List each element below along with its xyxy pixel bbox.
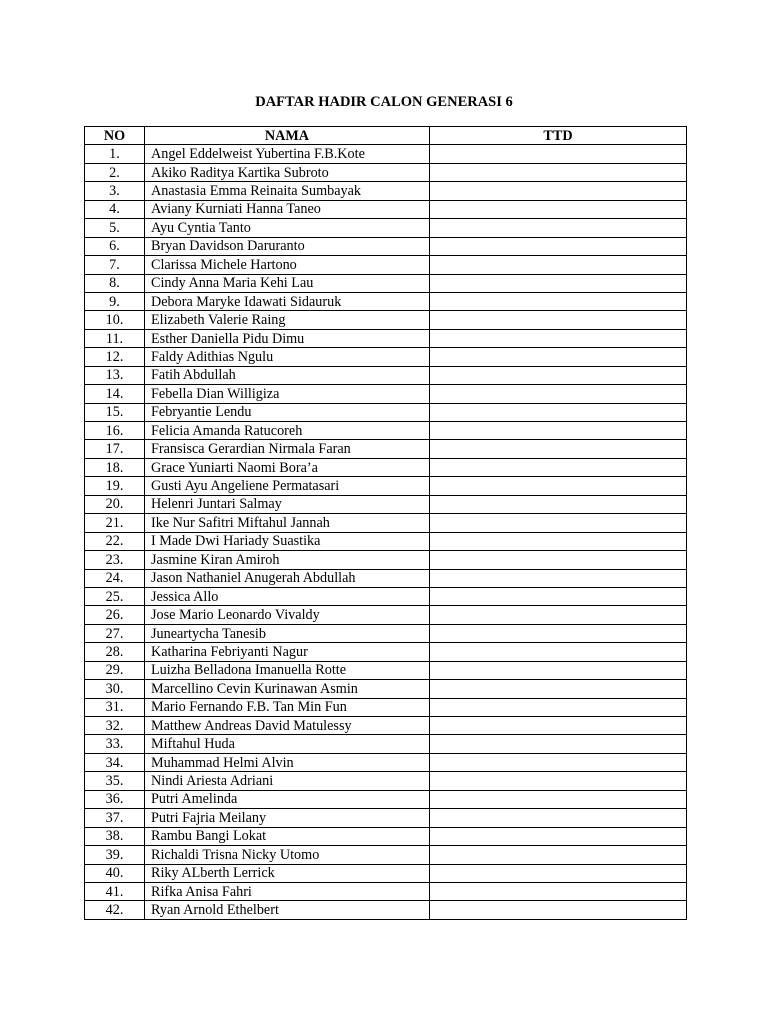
table-row (85, 403, 687, 421)
table-row (85, 772, 687, 790)
signature-cell[interactable] (430, 329, 687, 347)
table-row (85, 643, 687, 661)
row-name: Akiko Raditya Kartika Subroto (145, 163, 430, 181)
row-number: 2. (85, 163, 145, 181)
table-row (85, 366, 687, 384)
table-row (85, 274, 687, 292)
table-row (85, 717, 687, 735)
table-row (85, 458, 687, 476)
table-row (85, 237, 687, 255)
row-name: Ike Nur Safitri Miftahul Jannah (145, 514, 430, 532)
signature-cell[interactable] (430, 514, 687, 532)
table-row (85, 329, 687, 347)
row-name: Richaldi Trisna Nicky Utomo (145, 846, 430, 864)
row-number: 13. (85, 366, 145, 384)
signature-cell[interactable] (430, 587, 687, 605)
row-number: 22. (85, 532, 145, 550)
signature-cell[interactable] (430, 440, 687, 458)
table-row (85, 514, 687, 532)
row-name: Aviany Kurniati Hanna Taneo (145, 200, 430, 218)
row-name: Grace Yuniarti Naomi Bora’a (145, 458, 430, 476)
signature-cell[interactable] (430, 698, 687, 716)
signature-cell[interactable] (430, 661, 687, 679)
header-name: NAMA (145, 127, 430, 145)
table-row (85, 440, 687, 458)
table-row (85, 606, 687, 624)
signature-cell[interactable] (430, 846, 687, 864)
row-number: 17. (85, 440, 145, 458)
signature-cell[interactable] (430, 311, 687, 329)
row-number: 38. (85, 827, 145, 845)
table-row (85, 292, 687, 310)
signature-cell[interactable] (430, 366, 687, 384)
row-name: Bryan Davidson Daruranto (145, 237, 430, 255)
signature-cell[interactable] (430, 680, 687, 698)
row-name: Faldy Adithias Ngulu (145, 348, 430, 366)
row-name: Luizha Belladona Imanuella Rotte (145, 661, 430, 679)
row-number: 36. (85, 790, 145, 808)
row-number: 35. (85, 772, 145, 790)
row-number: 6. (85, 237, 145, 255)
table-row (85, 661, 687, 679)
header-row (85, 127, 687, 145)
signature-cell[interactable] (430, 717, 687, 735)
row-name: Cindy Anna Maria Kehi Lau (145, 274, 430, 292)
signature-cell[interactable] (430, 532, 687, 550)
signature-cell[interactable] (430, 458, 687, 476)
signature-cell[interactable] (430, 624, 687, 642)
row-name: Helenri Juntari Salmay (145, 495, 430, 513)
signature-cell[interactable] (430, 200, 687, 218)
row-name: Ryan Arnold Ethelbert (145, 901, 430, 919)
row-name: Felicia Amanda Ratucoreh (145, 422, 430, 440)
signature-cell[interactable] (430, 477, 687, 495)
table-row (85, 790, 687, 808)
signature-cell[interactable] (430, 735, 687, 753)
row-name: Debora Maryke Idawati Sidauruk (145, 292, 430, 310)
table-row (85, 901, 687, 919)
row-name: I Made Dwi Hariady Suastika (145, 532, 430, 550)
row-number: 21. (85, 514, 145, 532)
row-number: 16. (85, 422, 145, 440)
row-name: Clarissa Michele Hartono (145, 256, 430, 274)
table-row (85, 569, 687, 587)
row-name: Anastasia Emma Reinaita Sumbayak (145, 182, 430, 200)
row-name: Rambu Bangi Lokat (145, 827, 430, 845)
signature-cell[interactable] (430, 385, 687, 403)
row-name: Miftahul Huda (145, 735, 430, 753)
row-name: Riky ALberth Lerrick (145, 864, 430, 882)
row-number: 19. (85, 477, 145, 495)
row-number: 40. (85, 864, 145, 882)
row-name: Muhammad Helmi Alvin (145, 753, 430, 771)
row-number: 26. (85, 606, 145, 624)
table-row (85, 182, 687, 200)
signature-cell[interactable] (430, 292, 687, 310)
signature-cell[interactable] (430, 864, 687, 882)
table-row (85, 809, 687, 827)
signature-cell[interactable] (430, 182, 687, 200)
signature-cell[interactable] (430, 145, 687, 163)
table-row (85, 200, 687, 218)
row-number: 27. (85, 624, 145, 642)
row-name: Fatih Abdullah (145, 366, 430, 384)
row-name: Jessica Allo (145, 587, 430, 605)
signature-cell[interactable] (430, 809, 687, 827)
row-number: 10. (85, 311, 145, 329)
signature-cell[interactable] (430, 163, 687, 181)
table-row (85, 846, 687, 864)
table-row (85, 698, 687, 716)
row-number: 20. (85, 495, 145, 513)
row-name: Febryantie Lendu (145, 403, 430, 421)
row-name: Elizabeth Valerie Raing (145, 311, 430, 329)
table-header (85, 127, 687, 145)
table-row (85, 735, 687, 753)
row-name: Juneartycha Tanesib (145, 624, 430, 642)
signature-cell[interactable] (430, 403, 687, 421)
row-number: 34. (85, 753, 145, 771)
row-name: Katharina Febriyanti Nagur (145, 643, 430, 661)
table-row (85, 827, 687, 845)
table-body (85, 145, 687, 919)
row-number: 31. (85, 698, 145, 716)
signature-cell[interactable] (430, 256, 687, 274)
table-row (85, 864, 687, 882)
signature-cell[interactable] (430, 790, 687, 808)
table-row (85, 385, 687, 403)
table-row (85, 477, 687, 495)
table-row (85, 348, 687, 366)
attendance-table (84, 126, 687, 920)
table-row (85, 551, 687, 569)
row-name: Jose Mario Leonardo Vivaldy (145, 606, 430, 624)
signature-cell[interactable] (430, 495, 687, 513)
row-name: Marcellino Cevin Kurinawan Asmin (145, 680, 430, 698)
table-row (85, 163, 687, 181)
signature-cell[interactable] (430, 606, 687, 624)
row-number: 23. (85, 551, 145, 569)
row-number: 41. (85, 882, 145, 900)
row-number: 30. (85, 680, 145, 698)
table-row (85, 311, 687, 329)
row-number: 28. (85, 643, 145, 661)
page-title: DAFTAR HADIR CALON GENERASI 6 (255, 94, 513, 110)
row-name: Gusti Ayu Angeliene Permatasari (145, 477, 430, 495)
table-row (85, 587, 687, 605)
row-name: Angel Eddelweist Yubertina F.B.Kote (145, 145, 430, 163)
row-name: Mario Fernando F.B. Tan Min Fun (145, 698, 430, 716)
row-number: 15. (85, 403, 145, 421)
signature-cell[interactable] (430, 753, 687, 771)
row-number: 39. (85, 846, 145, 864)
row-number: 11. (85, 329, 145, 347)
row-number: 7. (85, 256, 145, 274)
row-name: Fransisca Gerardian Nirmala Faran (145, 440, 430, 458)
table-row (85, 495, 687, 513)
signature-cell[interactable] (430, 219, 687, 237)
signature-cell[interactable] (430, 551, 687, 569)
row-number: 32. (85, 717, 145, 735)
signature-cell[interactable] (430, 901, 687, 919)
signature-cell[interactable] (430, 882, 687, 900)
row-name: Putri Amelinda (145, 790, 430, 808)
row-name: Matthew Andreas David Matulessy (145, 717, 430, 735)
row-name: Jason Nathaniel Anugerah Abdullah (145, 569, 430, 587)
signature-cell[interactable] (430, 274, 687, 292)
table-row (85, 882, 687, 900)
signature-cell[interactable] (430, 643, 687, 661)
header-no: NO (85, 127, 145, 145)
row-name: Jasmine Kiran Amiroh (145, 551, 430, 569)
table-row (85, 753, 687, 771)
row-number: 4. (85, 200, 145, 218)
row-number: 12. (85, 348, 145, 366)
row-name: Putri Fajria Meilany (145, 809, 430, 827)
table-row (85, 219, 687, 237)
row-number: 42. (85, 901, 145, 919)
row-name: Esther Daniella Pidu Dimu (145, 329, 430, 347)
signature-cell[interactable] (430, 237, 687, 255)
signature-cell[interactable] (430, 569, 687, 587)
row-number: 1. (85, 145, 145, 163)
row-number: 37. (85, 809, 145, 827)
table-row (85, 624, 687, 642)
row-number: 29. (85, 661, 145, 679)
row-name: Nindi Ariesta Adriani (145, 772, 430, 790)
row-name: Ayu Cyntia Tanto (145, 219, 430, 237)
row-number: 25. (85, 587, 145, 605)
table-row (85, 422, 687, 440)
table-row (85, 256, 687, 274)
table-row (85, 145, 687, 163)
row-number: 24. (85, 569, 145, 587)
signature-cell[interactable] (430, 772, 687, 790)
row-number: 14. (85, 385, 145, 403)
row-number: 33. (85, 735, 145, 753)
row-number: 8. (85, 274, 145, 292)
signature-cell[interactable] (430, 348, 687, 366)
row-number: 5. (85, 219, 145, 237)
row-name: Rifka Anisa Fahri (145, 882, 430, 900)
row-number: 18. (85, 458, 145, 476)
row-number: 9. (85, 292, 145, 310)
signature-cell[interactable] (430, 422, 687, 440)
table-row (85, 680, 687, 698)
row-name: Febella Dian Willigiza (145, 385, 430, 403)
header-ttd: TTD (430, 127, 687, 145)
row-number: 3. (85, 182, 145, 200)
signature-cell[interactable] (430, 827, 687, 845)
table-row (85, 532, 687, 550)
